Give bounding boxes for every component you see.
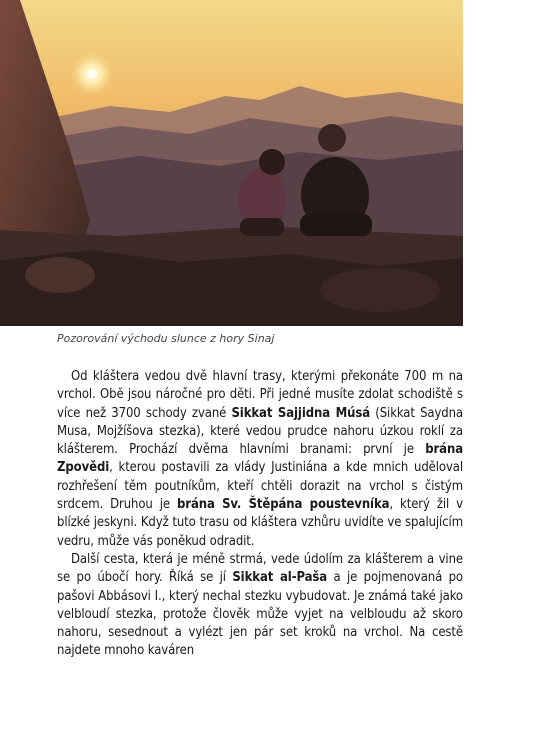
bold-term-sikkat-sajjidna-musa: Sikkat Sajjidna Músá xyxy=(231,405,371,421)
bold-term-sikkat-al-pasa: Sikkat al-Paša xyxy=(232,570,328,586)
paragraph-1 xyxy=(57,368,463,551)
bold-term-brana-zpovedi: brána Zpovědi xyxy=(57,442,463,476)
text-run: Další cesta, která je méně strmá, vede údolím za klášterem a vine se po úbočí hory. Říká se jí xyxy=(57,551,463,586)
text-run: a je pojmenovaná po pašovi Abbásovi I., který nechal stezku vybudovat. Je známá také jako velbloudí stezka, protože člověk může vyjet na velbloudu až skoro nahoru, sesednout a vylézt jen pár set kroků na vrchol. Na cestě najdete mnoho kaváren xyxy=(57,570,463,659)
text-run: , kterou postavili za vlády Justiniána a kde mnich uděloval rozhřešení těm poutníkům, kteří chtěli dorazit na vrchol s čistým srdcem. Druhou je xyxy=(57,460,463,513)
sunrise-illustration xyxy=(0,0,463,326)
bold-term-brana-sv-stepana: brána Sv. Štěpána poustevníka xyxy=(177,497,390,513)
text-run: Od kláštera vedou dvě hlavní trasy, kterými překonáte 700 m na vrchol. Obě jsou náročné pro děti. Při jedné musíte zdolat schodiště s více než 3700 schody zvané xyxy=(57,369,463,421)
sunrise-photo xyxy=(0,0,463,326)
paragraph-2 xyxy=(57,551,463,661)
text-run: (Sikkat Saydna Musa, Mojžíšova stezka), které vedou prudce nahoru úzkou roklí za klášterem. Prochází dvěma hlavními branami: první je xyxy=(57,405,463,458)
text-run: , který žil v blízké jeskyni. Když tuto trasu od kláštera vzhůru uvidíte ve spalujícím vedru, může vás poněkud odradit. xyxy=(57,497,463,549)
photo-caption: Pozorování východu slunce z hory Sinaj xyxy=(57,332,275,345)
article-body xyxy=(57,368,463,661)
